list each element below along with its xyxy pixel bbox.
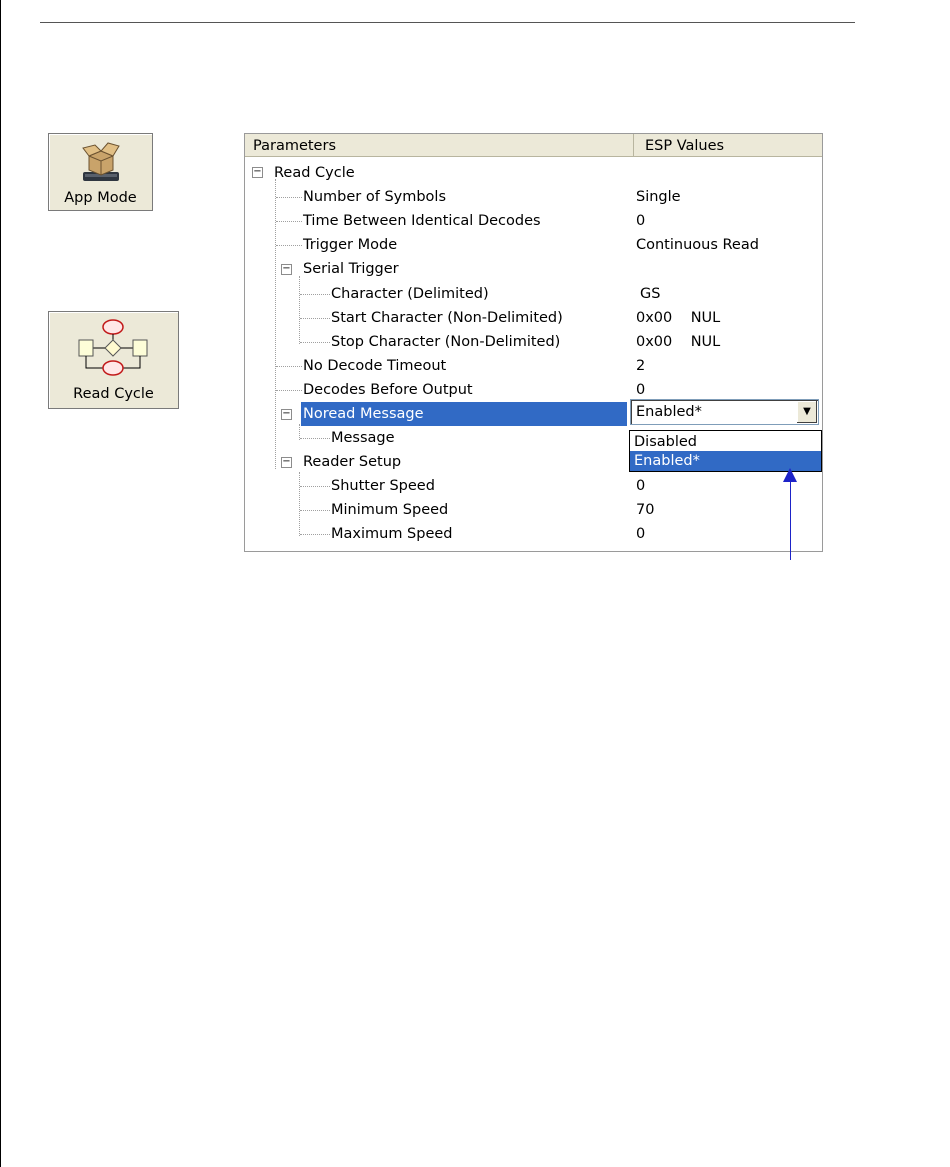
dropdown-option-disabled[interactable]: Disabled [634,434,697,450]
row-label: Reader Setup [303,454,402,470]
tree-row-read-cycle[interactable] [245,161,822,185]
row-label: Serial Trigger [303,261,399,277]
tree-row-trigger-mode[interactable] [245,233,822,257]
row-value: 0x00 NUL [636,334,721,350]
row-label: Maximum Speed [331,526,453,542]
row-label: Minimum Speed [331,502,449,518]
row-label: Character (Delimited) [331,286,489,302]
row-value: Continuous Read [636,237,759,253]
tree-row-maximum-speed[interactable] [245,522,822,546]
read-cycle-icon [75,316,151,382]
tree-row-start-character[interactable] [245,306,822,330]
app-mode-label: App Mode [64,190,137,206]
row-value: GS [640,286,661,302]
tree-row-stop-character[interactable] [245,330,822,354]
row-label: Read Cycle [274,165,355,181]
row-label: Start Character (Non-Delimited) [331,310,563,326]
column-header-parameters[interactable]: Parameters [245,134,634,157]
row-label: Message [331,430,395,446]
row-label: Number of Symbols [303,189,447,205]
tree-row-character-delimited[interactable] [245,282,822,306]
annotation-arrow-line [790,478,791,560]
row-value: 0 [636,382,646,398]
read-cycle-button[interactable] [48,311,179,409]
row-value: Single [636,189,681,205]
tree-row-serial-trigger[interactable] [245,257,822,281]
row-label: Time Between Identical Decodes [303,213,541,229]
tree-row-time-between-identical-decodes[interactable] [245,209,822,233]
row-label: No Decode Timeout [303,358,447,374]
app-mode-icon [79,140,123,186]
app-mode-button[interactable] [48,133,153,211]
row-label: Trigger Mode [303,237,398,253]
tree-row-number-of-symbols[interactable] [245,185,822,209]
row-label: Noread Message [301,402,627,426]
read-cycle-label: Read Cycle [73,386,154,402]
page-edge-bar [0,0,1,1167]
collapse-icon[interactable]: − [253,166,262,177]
tree-row-no-decode-timeout[interactable] [245,354,822,378]
select-value: Enabled* [636,404,702,420]
dropdown-option-enabled[interactable]: Enabled* [630,451,821,471]
noread-message-dropdown-list [629,430,822,472]
row-label: Stop Character (Non-Delimited) [331,334,561,350]
collapse-icon[interactable]: − [282,263,291,274]
row-value: 0x00 NUL [636,310,721,326]
row-label: Decodes Before Output [303,382,473,398]
row-label: Shutter Speed [331,478,435,494]
row-value: 0 [636,478,646,494]
collapse-icon[interactable]: − [282,456,291,467]
tree-row-minimum-speed[interactable] [245,498,822,522]
noread-message-select[interactable] [630,399,819,425]
column-header-esp-values[interactable]: ESP Values [634,134,822,157]
header-rule [40,22,855,23]
row-value: 0 [636,213,646,229]
row-value: 0 [636,526,646,542]
row-value: 2 [636,358,646,374]
row-value: 70 [636,502,655,518]
tree-row-shutter-speed[interactable] [245,474,822,498]
parameters-panel [244,133,823,552]
collapse-icon[interactable]: − [282,408,291,419]
chevron-down-icon[interactable]: ▼ [796,401,817,423]
